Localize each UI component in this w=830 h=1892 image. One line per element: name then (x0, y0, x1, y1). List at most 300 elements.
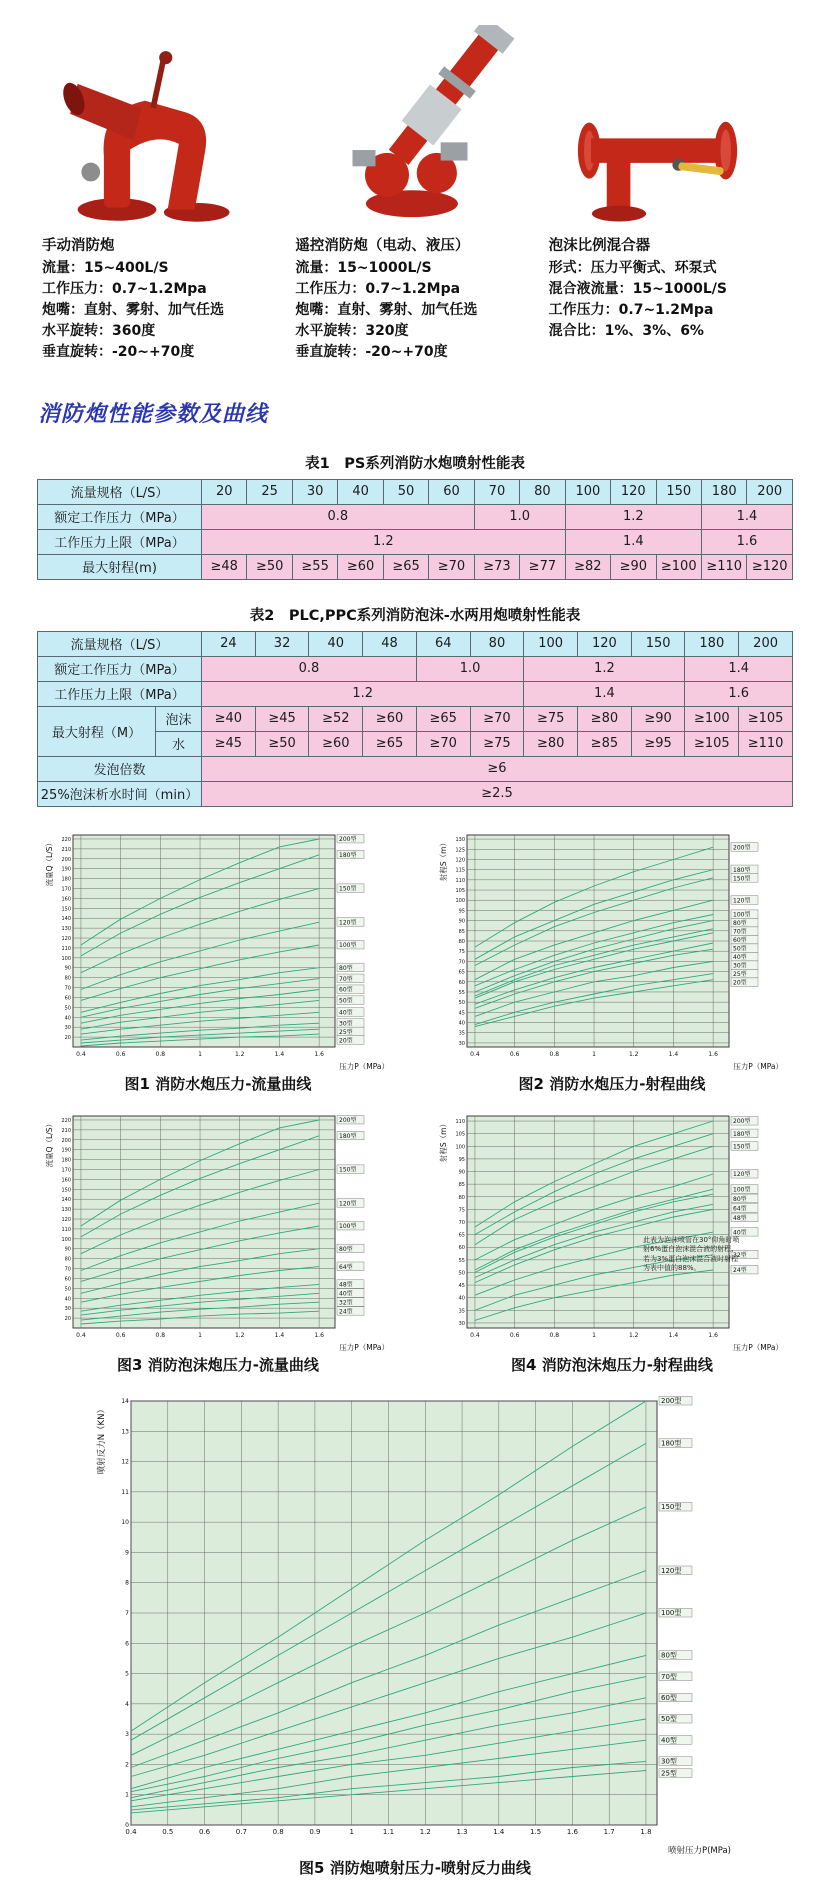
product-spec-line: 流量：15~400L/S (42, 259, 169, 276)
value-cell: 1.4 (565, 529, 701, 554)
flow-spec-cell: 200 (739, 631, 793, 656)
series-label: 60型 (733, 936, 747, 944)
value-cell: 0.8 (202, 504, 475, 529)
value-cell: ≥55 (292, 554, 337, 579)
series-label: 80型 (339, 1245, 353, 1253)
y-tick-label: 50 (64, 1286, 71, 1293)
value-cell: 1.0 (416, 656, 523, 681)
y-tick-label: 130 (61, 1206, 71, 1213)
y-tick-label: 9 (125, 1549, 129, 1557)
fig5-caption: 图5 消防炮喷射压力-喷射反力曲线 (299, 1858, 531, 1877)
x-axis-label: 压力P（MPa） (733, 1342, 783, 1352)
x-tick-label: 0.8 (155, 1331, 166, 1339)
y-tick-label: 190 (61, 1147, 71, 1154)
value-cell: ≥65 (363, 731, 417, 756)
x-tick-label: 1.2 (234, 1050, 245, 1058)
series-label: 150型 (339, 885, 357, 893)
fig3-caption: 图3 消防泡沫炮压力-流量曲线 (117, 1355, 319, 1374)
value-cell: 1.0 (474, 504, 565, 529)
series-label: 100型 (339, 1222, 357, 1230)
y-tick-label: 105 (455, 1131, 465, 1138)
value-cell: 1.6 (685, 681, 793, 706)
x-tick-label: 0.9 (309, 1827, 321, 1836)
y-tick-label: 7 (125, 1609, 129, 1617)
series-label: 120型 (339, 919, 357, 927)
series-label: 50型 (661, 1714, 677, 1723)
x-tick-label: 1.4 (668, 1331, 679, 1339)
y-tick-label: 45 (458, 1010, 465, 1017)
value-cell: ≥45 (202, 731, 256, 756)
value-cell: ≥60 (363, 706, 417, 731)
y-tick-label: 210 (61, 1127, 71, 1134)
row-header: 工作压力上限（MPa） (38, 681, 202, 706)
y-tick-label: 60 (458, 1244, 465, 1251)
value-cell: ≥95 (631, 731, 685, 756)
product-specs (549, 258, 802, 342)
x-tick-label: 0.4 (76, 1050, 86, 1058)
x-tick-label: 0.6 (115, 1050, 126, 1058)
x-tick-label: 0.4 (470, 1050, 480, 1058)
y-tick-label: 170 (61, 1167, 71, 1174)
y-tick-label: 95 (458, 1156, 465, 1163)
y-tick-label: 30 (64, 1305, 71, 1312)
x-tick-label: 0.5 (162, 1827, 174, 1836)
row-header: 流量规格（L/S） (38, 479, 202, 504)
flow-spec-cell: 24 (202, 631, 256, 656)
value-cell: ≥50 (255, 731, 309, 756)
series-label: 180型 (733, 1130, 751, 1138)
y-tick-label: 130 (61, 925, 71, 932)
y-tick-label: 13 (121, 1428, 129, 1436)
product-specs (295, 258, 548, 363)
series-label: 24型 (339, 1308, 353, 1316)
value-cell: ≥90 (611, 554, 656, 579)
y-axis-label: 射程S（m） (439, 838, 448, 881)
x-tick-label: 1.7 (603, 1827, 615, 1836)
value-cell: ≥90 (631, 706, 685, 731)
product-spec-line: 炮嘴：直射、雾射、加气任选 (295, 301, 478, 318)
product-spec-line: 工作压力：0.7~1.2Mpa (548, 301, 714, 318)
y-tick-label: 8 (125, 1579, 129, 1587)
product-card-foam-proportioner (549, 22, 802, 363)
x-tick-label: 0.6 (509, 1050, 520, 1058)
section-title: 消防炮性能参数及曲线 (38, 401, 269, 427)
y-tick-label: 45 (458, 1282, 465, 1289)
y-tick-label: 200 (61, 1137, 71, 1144)
x-axis-label: 压力P（MPa） (733, 1061, 783, 1071)
value-cell: ≥70 (470, 706, 524, 731)
product-spec-line: 混合比：1%、3%、6% (548, 322, 704, 339)
product-photo-remote-monitor (295, 22, 548, 230)
series-label: 200型 (733, 844, 751, 852)
x-tick-label: 1.4 (274, 1331, 285, 1339)
y-axis-label: 流量Q（L/S） (45, 838, 54, 887)
flow-spec-cell: 200 (747, 479, 793, 504)
y-tick-label: 80 (64, 975, 71, 982)
series-label: 25型 (339, 1028, 353, 1036)
y-tick-label: 80 (64, 1256, 71, 1263)
y-tick-label: 65 (458, 1232, 465, 1239)
series-label: 70型 (733, 928, 747, 936)
y-tick-label: 20 (64, 1315, 71, 1322)
fig5-reaction-force-chart (21, 1389, 809, 1878)
x-tick-label: 1.1 (382, 1827, 395, 1836)
product-spec-line: 形式：压力平衡式、环泵式 (548, 259, 717, 276)
x-tick-label: 0.6 (198, 1827, 211, 1836)
y-tick-label: 120 (61, 935, 71, 942)
table2-title: 表2 PLC,PPC系列消防泡沫-水两用炮喷射性能表 (249, 607, 581, 624)
y-tick-label: 55 (458, 989, 465, 996)
flow-spec-cell: 100 (524, 631, 578, 656)
value-cell: ≥40 (202, 706, 256, 731)
series-label: 200型 (339, 835, 357, 843)
series-label: 150型 (733, 875, 751, 883)
product-overview-row (0, 0, 830, 363)
product-spec-line: 垂直旋转：-20~+70度 (42, 343, 195, 360)
remote-monitor-illustration (295, 25, 525, 230)
y-tick-label: 75 (458, 1207, 465, 1214)
y-tick-label: 50 (458, 1270, 465, 1277)
x-tick-label: 1.8 (640, 1827, 652, 1836)
value-cell: ≥48 (202, 554, 247, 579)
row-header: 25%泡沫析水时间（min） (38, 781, 202, 806)
value-cell: 1.4 (685, 656, 793, 681)
row-header: 最大射程（M） (38, 706, 156, 756)
value-cell: ≥75 (470, 731, 524, 756)
flow-spec-cell: 120 (611, 479, 656, 504)
product-name: 手动消防炮 (42, 238, 115, 254)
series-label: 50型 (733, 945, 747, 953)
row-header: 工作压力上限（MPa） (38, 529, 202, 554)
y-tick-label: 60 (64, 995, 71, 1002)
series-label: 100型 (339, 941, 357, 949)
series-label: 48型 (733, 1214, 747, 1222)
fig1-caption: 图1 消防水炮压力-流量曲线 (124, 1074, 312, 1093)
flow-spec-cell: 64 (416, 631, 470, 656)
y-tick-label: 140 (61, 1196, 71, 1203)
value-cell: 1.2 (524, 656, 685, 681)
value-cell: 1.2 (565, 504, 701, 529)
value-cell: ≥73 (474, 554, 519, 579)
series-label: 48型 (339, 1281, 353, 1289)
row-subheader: 水 (156, 731, 202, 756)
value-cell: ≥105 (739, 706, 793, 731)
x-tick-label: 0.6 (115, 1331, 126, 1339)
y-tick-label: 80 (458, 1194, 465, 1201)
y-axis-label: 喷射反力N（KN） (97, 1404, 107, 1475)
fig1-plot (43, 827, 393, 1071)
y-tick-label: 70 (458, 959, 465, 966)
series-label: 50型 (339, 997, 353, 1005)
fig4-plot (437, 1108, 787, 1352)
product-photo-foam-proportioner (549, 22, 802, 230)
series-label: 70型 (339, 975, 353, 983)
series-label: 120型 (733, 897, 751, 905)
y-tick-label: 130 (455, 836, 465, 843)
series-label: 30型 (661, 1757, 677, 1766)
value-cell: 1.6 (701, 529, 792, 554)
fig4-caption: 图4 消防泡沫炮压力-射程曲线 (511, 1355, 713, 1374)
value-cell: 1.2 (202, 529, 566, 554)
x-tick-label: 1.6 (708, 1331, 718, 1339)
x-axis-label: 喷射压力P(MPa) (667, 1845, 731, 1855)
table1-container (0, 479, 830, 580)
product-specs (42, 258, 295, 363)
x-tick-label: 1.2 (628, 1050, 639, 1058)
series-label: 80型 (733, 919, 747, 927)
product-name: 泡沫比例混合器 (548, 238, 651, 254)
fig2-water-range-chart (415, 827, 809, 1094)
value-cell: ≥60 (309, 731, 363, 756)
y-tick-label: 100 (61, 955, 71, 962)
fig5-plot (95, 1389, 735, 1855)
value-cell: ≥105 (685, 731, 739, 756)
y-tick-label: 120 (61, 1216, 71, 1223)
y-tick-label: 75 (458, 948, 465, 955)
value-cell: ≥70 (429, 554, 474, 579)
y-tick-label: 170 (61, 886, 71, 893)
y-tick-label: 65 (458, 969, 465, 976)
fig3-plot (43, 1108, 393, 1352)
flow-spec-cell: 80 (520, 479, 565, 504)
flow-spec-cell: 30 (292, 479, 337, 504)
x-tick-label: 1.2 (234, 1331, 245, 1339)
flow-spec-cell: 100 (565, 479, 610, 504)
y-tick-label: 110 (455, 1118, 465, 1125)
y-tick-label: 1 (125, 1791, 129, 1799)
x-tick-label: 1 (198, 1331, 202, 1339)
y-tick-label: 190 (61, 866, 71, 873)
product-spec-line: 水平旋转：360度 (42, 322, 156, 339)
y-tick-label: 20 (64, 1034, 71, 1041)
y-tick-label: 90 (458, 918, 465, 925)
fig4-note: 此表为泡沫喷管在30°仰角时喷射6%蛋白泡沫混合液的射程，若为3%蛋白泡沫混合液时射程为表中值的88%。 (643, 1235, 740, 1273)
series-label: 150型 (339, 1166, 357, 1174)
table2-container (0, 631, 830, 807)
row-header: 流量规格（L/S） (38, 631, 202, 656)
value-cell: ≥120 (747, 554, 793, 579)
y-tick-label: 40 (458, 1020, 465, 1027)
flow-spec-cell: 40 (309, 631, 363, 656)
x-tick-label: 1.2 (628, 1331, 639, 1339)
series-label: 180型 (339, 851, 357, 859)
series-label: 32型 (339, 1299, 353, 1307)
y-tick-label: 85 (458, 928, 465, 935)
x-tick-label: 0.8 (549, 1331, 560, 1339)
y-tick-label: 30 (458, 1320, 465, 1327)
x-tick-label: 1.6 (708, 1050, 718, 1058)
value-cell: ≥82 (565, 554, 610, 579)
series-label: 120型 (339, 1200, 357, 1208)
series-label: 25型 (661, 1769, 677, 1778)
flow-spec-cell: 60 (429, 479, 474, 504)
y-tick-label: 125 (455, 847, 465, 854)
table1-ps-series (37, 479, 793, 580)
value-cell: ≥2.5 (202, 781, 793, 806)
series-label: 64型 (339, 1263, 353, 1271)
y-tick-label: 160 (61, 896, 71, 903)
value-cell: 1.4 (524, 681, 685, 706)
y-tick-label: 6 (125, 1640, 129, 1648)
product-spec-line: 炮嘴：直射、雾射、加气任选 (42, 301, 224, 318)
product-spec-line: 工作压力：0.7~1.2Mpa (42, 280, 207, 297)
x-tick-label: 0.8 (272, 1827, 284, 1836)
y-tick-label: 80 (458, 938, 465, 945)
x-tick-label: 1 (592, 1050, 596, 1058)
y-tick-label: 70 (64, 985, 71, 992)
x-tick-label: 1.4 (274, 1050, 285, 1058)
series-label: 120型 (661, 1566, 682, 1575)
x-tick-label: 1.2 (419, 1827, 431, 1836)
y-tick-label: 60 (458, 979, 465, 986)
flow-spec-cell: 150 (656, 479, 701, 504)
y-tick-label: 100 (455, 1144, 465, 1151)
flow-spec-cell: 150 (631, 631, 685, 656)
x-tick-label: 1.6 (566, 1827, 578, 1836)
series-label: 100型 (733, 1186, 751, 1194)
y-tick-label: 85 (458, 1181, 465, 1188)
flow-spec-cell: 40 (338, 479, 383, 504)
series-label: 40型 (661, 1736, 677, 1745)
y-tick-label: 220 (61, 1117, 71, 1124)
y-tick-label: 150 (61, 906, 71, 913)
series-label: 120型 (733, 1170, 751, 1178)
y-tick-label: 30 (458, 1040, 465, 1047)
series-label: 80型 (339, 964, 353, 972)
series-label: 150型 (661, 1502, 682, 1511)
y-tick-label: 110 (455, 877, 465, 884)
value-cell: ≥80 (524, 731, 578, 756)
series-label: 40型 (339, 1009, 353, 1017)
y-tick-label: 95 (458, 908, 465, 915)
series-label: 180型 (339, 1132, 357, 1140)
y-tick-label: 12 (121, 1458, 129, 1466)
row-header: 发泡倍数 (38, 756, 202, 781)
y-tick-label: 100 (61, 1236, 71, 1243)
product-spec-line: 工作压力：0.7~1.2Mpa (295, 280, 461, 297)
flow-spec-cell: 50 (383, 479, 428, 504)
y-tick-label: 105 (455, 887, 465, 894)
y-tick-label: 40 (64, 1015, 71, 1022)
series-label: 70型 (661, 1672, 677, 1681)
value-cell: ≥100 (656, 554, 701, 579)
series-label: 180型 (733, 866, 751, 874)
product-spec-line: 水平旋转：320度 (295, 322, 409, 339)
series-label: 200型 (661, 1396, 682, 1405)
plot-area (73, 835, 335, 1047)
series-label: 40型 (733, 953, 747, 961)
x-tick-label: 1.4 (668, 1050, 679, 1058)
y-tick-label: 120 (455, 857, 465, 864)
y-tick-label: 3 (125, 1730, 129, 1738)
series-label: 60型 (661, 1693, 677, 1702)
y-tick-label: 210 (61, 846, 71, 853)
value-cell: 0.8 (202, 656, 417, 681)
x-tick-label: 1 (592, 1331, 596, 1339)
series-label: 80型 (661, 1651, 677, 1660)
y-tick-label: 35 (458, 1308, 465, 1315)
x-tick-label: 0.8 (549, 1050, 560, 1058)
fig2-caption: 图2 消防水炮压力-射程曲线 (518, 1074, 706, 1093)
flow-spec-cell: 120 (578, 631, 632, 656)
y-tick-label: 0 (125, 1821, 129, 1829)
series-label: 64型 (733, 1205, 747, 1213)
y-tick-label: 55 (458, 1257, 465, 1264)
value-cell: ≥100 (685, 706, 739, 731)
charts-section (21, 827, 809, 1892)
y-axis-label: 射程S（m） (439, 1119, 448, 1162)
value-cell: ≥70 (416, 731, 470, 756)
y-tick-label: 180 (61, 876, 71, 883)
flow-spec-cell: 80 (470, 631, 524, 656)
y-tick-label: 90 (64, 965, 71, 972)
value-cell: ≥65 (383, 554, 428, 579)
y-tick-label: 100 (455, 897, 465, 904)
y-tick-label: 35 (458, 1030, 465, 1037)
value-cell: ≥75 (524, 706, 578, 731)
x-tick-label: 0.6 (509, 1331, 520, 1339)
x-tick-label: 1 (198, 1050, 202, 1058)
series-label: 32型 (733, 1251, 747, 1259)
series-label: 200型 (339, 1116, 357, 1124)
y-tick-label: 40 (458, 1295, 465, 1302)
x-tick-label: 1.4 (493, 1827, 505, 1836)
x-tick-label: 1.3 (456, 1827, 468, 1836)
table1-title: 表1 PS系列消防水炮喷射性能表 (305, 455, 525, 472)
flow-spec-cell: 32 (255, 631, 309, 656)
fig1-water-flow-chart (21, 827, 415, 1094)
y-tick-label: 60 (64, 1276, 71, 1283)
proportioner-illustration (549, 80, 759, 230)
y-tick-label: 5 (125, 1670, 129, 1678)
y-tick-label: 50 (458, 999, 465, 1006)
x-tick-label: 1 (349, 1827, 354, 1836)
row-header: 最大射程(m) (38, 554, 202, 579)
value-cell: ≥60 (338, 554, 383, 579)
series-label: 24型 (733, 1266, 747, 1274)
y-tick-label: 70 (458, 1219, 465, 1226)
flow-spec-cell: 180 (685, 631, 739, 656)
y-tick-label: 150 (61, 1187, 71, 1194)
y-tick-label: 4 (125, 1700, 129, 1708)
series-label: 200型 (733, 1117, 751, 1125)
series-label: 40型 (733, 1229, 747, 1237)
x-axis-label: 压力P（MPa） (339, 1342, 389, 1352)
series-label: 30型 (733, 962, 747, 970)
series-label: 100型 (661, 1608, 682, 1617)
y-tick-label: 50 (64, 1005, 71, 1012)
y-tick-label: 200 (61, 856, 71, 863)
product-name: 遥控消防炮（电动、液压） (295, 238, 470, 254)
y-tick-label: 14 (121, 1397, 129, 1405)
series-label: 30型 (339, 1020, 353, 1028)
y-tick-label: 90 (64, 1246, 71, 1253)
flow-spec-cell: 25 (247, 479, 292, 504)
value-cell: ≥45 (255, 706, 309, 731)
series-label: 20型 (339, 1037, 353, 1045)
flow-spec-cell: 70 (474, 479, 519, 504)
value-cell: ≥110 (739, 731, 793, 756)
series-label: 150型 (733, 1143, 751, 1151)
value-cell: 1.4 (701, 504, 792, 529)
y-tick-label: 11 (121, 1488, 129, 1496)
fig2-plot (437, 827, 787, 1071)
flow-spec-cell: 180 (701, 479, 746, 504)
x-tick-label: 1.5 (530, 1827, 542, 1836)
y-tick-label: 160 (61, 1177, 71, 1184)
value-cell: ≥77 (520, 554, 565, 579)
product-card-remote-monitor (295, 22, 548, 363)
